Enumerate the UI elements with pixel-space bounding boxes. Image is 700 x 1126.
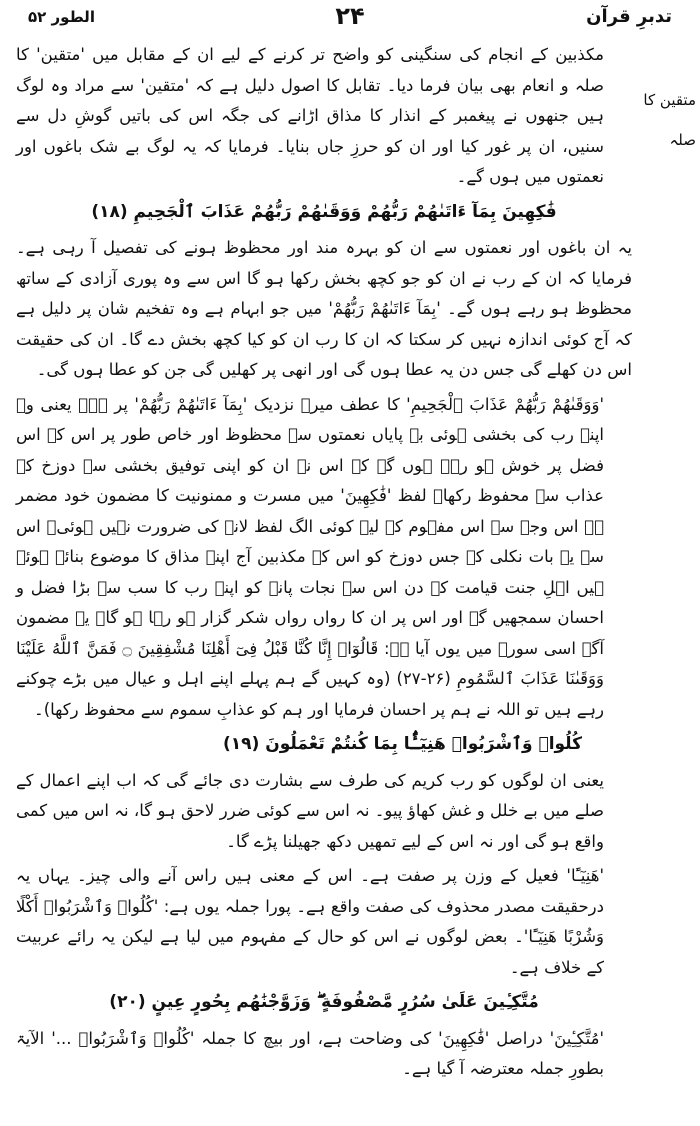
margin-note: متقین کا صلہ <box>643 91 696 149</box>
page-number: ۲۴ <box>335 2 365 30</box>
paragraph: 'وَوَقَىٰهُمْ رَبُّهُمْ عَذَابَ ٱلْجَحِيمِ' کا عطف میرے نزدیک 'بِمَآ ءَاتَىٰهُمْ رَبُّهُمْ' پر ہے۔ یعنی وہ اپنے رب کی بخشی ہوئی بے پایاں نعمتوں سے محظوظ اور خاص طور پر اس کے اس فضل پر خوش ہو رہے ہوں گے کہ اس نے ان کو اپنی توفیق بخشی سے دوزخ کے عذاب سے محفوظ رکھا۔ لفظ 'فَٰكِهِينَ' میں مسرت و ممنونیت کا مضمون خود مضمر ہے اس وجہ سے اس مفہوم کے لیے کوئی الگ لفظ لانے کی ضرورت نہیں ہوئی۔ اس سے یہ بات نکلی کہ جس دوزخ کو اس کے مکذبین آج اپنے مذاق کا موضوع بنائے ہوئے ہیں اہلِ جنت قیامت کے دن اس سے نجات پانے کو اپنے رب کا سب سے بڑا فضل و احسان سمجھیں گے اور اس پر ان کا رواں رواں شکر گزار ہو رہا ہو گا۔ یہ مضمون آگے اسی سورہ میں یوں آیا ہے: قَالُوٓا۟ إِنَّا كُنَّا قَبْلُ فِىٓ أَهْلِنَا مُشْفِقِينَ ۝ فَمَنَّ ٱللَّهُ عَلَيْنَا وَوَقَىٰنَا عَذَابَ ٱلسَّمُومِ (۲۶-۲۷) (وہ کہیں گے ہم پہلے اپنے اہل و عیال میں بڑے چوکنے رہے ہیں تو اللہ نے ہم پر احسان فرمایا اور ہم کو عذابِ سموم سے محفوظ رکھا)۔ <box>16 394 604 719</box>
paragraph: یہ ان باغوں اور نعمتوں سے ان کو بہرہ مند اور محظوظ ہونے کی تفصیل آ رہی ہے۔ فرمایا کہ ان کے رب نے ان کو جو کچھ بخش رکھا ہو گا اس سے وہ پوری آزادی کے ساتھ محظوظ ہو رہے ہوں گے۔ 'بِمَآ ءَاتَىٰهُمْ رَبُّهُمْ' میں جو ابہام ہے وہ تفخیم شان پر دلیل ہے کہ آج کوئی اندازہ نہیں کر سکتا کہ ان کا رب ان کو کیا کچھ بخش دے گا۔ ان کی حقیقت اس دن کھلے گی جس دن یہ عطا ہوں گی اور انھی پر کھلیں گی جن کو عطا ہوں گی۔ <box>16 238 632 379</box>
book-title: تدبرِ قرآن <box>586 6 672 27</box>
paragraph: 'مُتَّكِـِٔينَ' دراصل 'فَٰكِهِينَ' کی وضاحت ہے، اور بیچ کا جملہ 'كُلُوا۟ وَٱشْرَبُوا۟ ...' الآیۃ بطورِ جملہ معترضہ آ گیا ہے۔ <box>16 1028 604 1078</box>
verse: كُلُوا۟ وَٱشْرَبُوا۟ هَنِيٓـًٔۢا بِمَا كُنتُمْ تَعْمَلُونَ (۱۹) <box>223 734 582 754</box>
paragraph: یعنی ان لوگوں کو رب کریم کی طرف سے بشارت دی جائے گی کہ اب اپنے اعمال کے صلے میں بے خلل و غش کھاؤ پیو۔ نہ اس سے کوئی ضرر لاحق ہو گا، نہ اس میں کمی واقع ہو گی اور نہ اس کے لیے تمھیں دکھ جھیلنا پڑے گا۔ <box>16 770 604 851</box>
verse: مُتَّكِـِٔينَ عَلَىٰ سُرُرٍ مَّصْفُوفَةٍ ۖ وَزَوَّجْنَٰهُم بِحُورٍ عِينٍ (۲۰) <box>109 992 539 1012</box>
surah-label: الطور ۵۲ <box>28 8 95 26</box>
commentary-body <box>16 40 632 1089</box>
verse: فَٰكِهِينَ بِمَآ ءَاتَىٰهُمْ رَبُّهُمْ وَوَقَىٰهُمْ رَبُّهُمْ عَذَابَ ٱلْجَحِيمِ (۱۸) <box>91 201 557 222</box>
paragraph: 'هَنِيٓـًٔا' فعیل کے وزن پر صفت ہے۔ اس کے معنی ہیں راس آنے والی چیز۔ یہاں یہ درحقیقت مصدر محذوف کی صفت واقع ہے۔ پورا جملہ یوں ہے: 'كُلُوا۟ وَٱشْرَبُوا۟ أَكْلًا وَشُرْبًا هَنِيٓـًٔا'۔ بعض لوگوں نے اس کو حال کے مفہوم میں لیا ہے لیکن یہ رائے عربیت کے خلاف ہے۔ <box>16 866 604 977</box>
page-header <box>0 0 700 40</box>
paragraph: مکذبین کے انجام کی سنگینی کو واضح تر کرنے کے لیے ان کے مقابل میں 'متقین' کا صلہ و انعام بھی بیان فرما دیا۔ تقابل کا اصول دلیل ہے کہ 'متقین' سے مراد وہ لوگ ہیں جنھوں نے پیغمبر کے انذار کا مذاق اڑانے کی جگہ اس کی باتیں گوشِ دل سے سنیں، ان پر غور کیا اور ان کو حرزِ جاں بنایا۔ فرمایا کہ یہ لوگ بے شک باغوں اور نعمتوں میں ہوں گے۔ <box>16 45 604 186</box>
